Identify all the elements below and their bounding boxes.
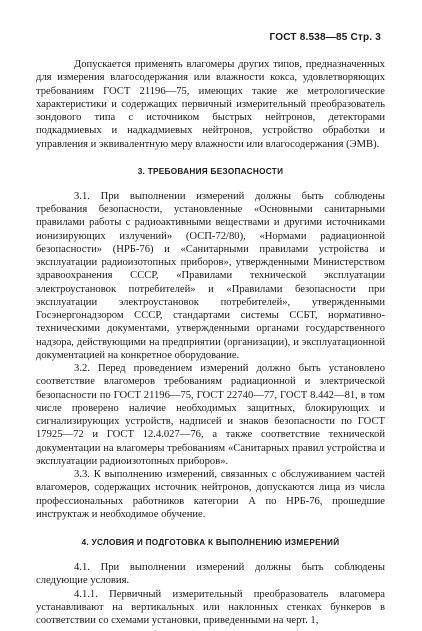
intro-paragraph: Допускается применять влагомеры других типов, предназначенных для измерения влагосодержания или влажности кокса, удовлетворяющих требованиям ГОСТ 21196—75, имеющих такие же метрологические характеристики и содержащих первичный измерительный преобразователь зондового типа с источником быстрых нейтронов, детекторами подкадмиевых и надкадмиевых нейтронов, устройство обработки и управления и эквивалентную меру влажности или влагосодержания (ЭМВ). bbox=[36, 59, 385, 150]
paragraph-4-1: 4.1. При выполнении измерений должны быть соблюдены следующие условия. bbox=[36, 562, 385, 587]
page-header: ГОСТ 8.538—85 Стр. 3 bbox=[269, 32, 381, 43]
section-3-heading: 3. ТРЕБОВАНИЯ БЕЗОПАСНОСТИ bbox=[137, 166, 284, 176]
paragraph-3-3: 3.3. К выполнению измерений, связанных с обслуживанием частей влагомеров, содержащих источник нейтронов, допускаются лица из числа профессиональных работников категории А по НРБ-76, прошедшие инструктаж и необходимое обучение. bbox=[36, 469, 385, 520]
section-4-heading: 4. УСЛОВИЯ И ПОДГОТОВКА К ВЫПОЛНЕНИЮ ИЗМЕРЕНИЙ bbox=[81, 538, 340, 547]
page-content bbox=[36, 58, 385, 627]
paragraph-3-1: 3.1. При выполнении измерений должны быть соблюдены требования безопасности, установленные «Основными санитарными правилами работы с радиоактивными веществами и другими источниками ионизирующих излучений» (ОСП-72/80), «Нормами радиационной безопасности» (НРБ-76) и «Санитарными правилами устройства и эксплуатации радиоизотопных приборов», утвержденными Министерством здравоохранения СССР, «Правилами технической эксплуатации электроустановок потребителей» и «Правилами безопасности при эксплуатации электроустановок потребителей», утвержденными Госэнергонадзором СССР, стандартами системы ССБТ, нормативно-техническими документами, утвержденными органами государственного надзора, действующими на предприятии (организации), и эксплуатационной документацией на конкретное оборудование. bbox=[36, 190, 385, 361]
paragraph-4-1-1: 4.1.1. Первичный измерительный преобразователь влагомера устанавливают на вертикальных или наклонных стенках бункеров в соответствии со схемами установки, приведенными на черт. 1, bbox=[36, 588, 385, 626]
paragraph-3-2: 3.2. Перед проведением измерений должно быть установлено соответствие влагомеров требованиям радиационной и электрической безопасности по ГОСТ 21196—75, ГОСТ 22740—77, ГОСТ 8.442—81, в том числе проверено наличие необходимых защитных, блокирующих и сигнализирующих устройств, надписей и знаков безопасности по ГОСТ 17925—72 и ГОСТ 12.4.027—76, а также соответствие технической документации на влагомеры требованиям «Санитарных правил устройства и эксплуатации радиоизотопных приборов». bbox=[36, 363, 385, 467]
